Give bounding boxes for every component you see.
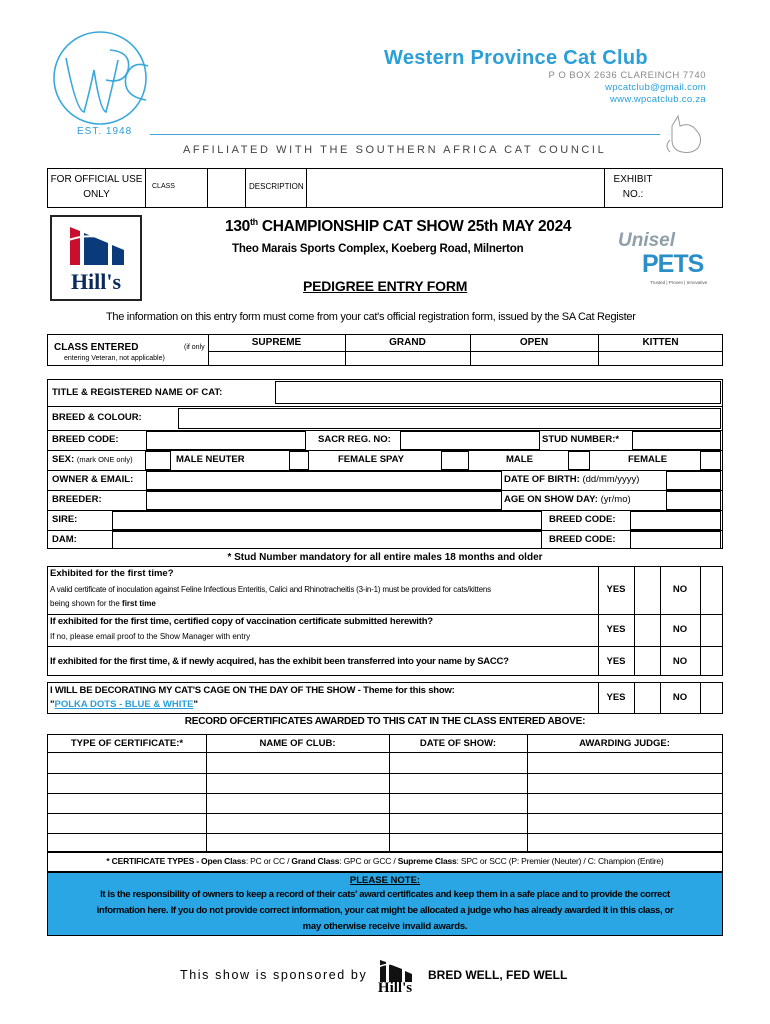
dam-label: DAM: xyxy=(52,534,77,545)
unisel-pets-logo: Unisel PETS Trusted | Proven | Innovative xyxy=(618,230,708,285)
title-name-label: TITLE & REGISTERED NAME OF CAT: xyxy=(52,387,223,398)
certificate-types-text: * CERTIFICATE TYPES - Open Class: PC or CC / Grand Class: GPC or GCC / Supreme Class: SPC or SCC (P: Premier (Neuter) / C: Champion (Entire) xyxy=(106,856,664,866)
male-label: MALE xyxy=(506,454,533,465)
q3-no[interactable]: NO xyxy=(672,656,688,667)
female-checkbox[interactable] xyxy=(700,451,721,470)
sire-breed-code-input[interactable] xyxy=(630,511,721,530)
show-venue: Theo Marais Sports Complex, Koeberg Road, Milnerton xyxy=(232,243,524,255)
col-club-name: NAME OF CLUB: xyxy=(259,738,336,749)
footer-tagline: BRED WELL, FED WELL xyxy=(428,968,568,982)
male-neuter-label: MALE NEUTER xyxy=(176,454,245,465)
col-certificate-type: TYPE OF CERTIFICATE:* xyxy=(70,738,184,749)
certificates-heading: RECORD OFCERTIFICATES AWARDED TO THIS CAT IN THE CLASS ENTERED ABOVE: xyxy=(184,716,586,727)
class-entered-note-a: (if only xyxy=(184,344,205,351)
header-divider xyxy=(150,134,660,135)
breed-colour-input[interactable] xyxy=(178,408,721,429)
q4-no[interactable]: NO xyxy=(672,692,688,703)
breed-code-input[interactable] xyxy=(146,431,306,450)
club-address: P O BOX 2636 CLAREINCH 7740 xyxy=(548,70,706,81)
female-spay-checkbox[interactable] xyxy=(441,451,469,470)
class-entered-label: CLASS ENTERED xyxy=(54,342,139,353)
owner-email-label: OWNER & EMAIL: xyxy=(52,474,134,485)
official-use-label: FOR OFFICIAL USE ONLY xyxy=(50,174,143,200)
male-neuter-checkbox[interactable] xyxy=(289,451,309,470)
footer-hills-logo: Hill's xyxy=(370,954,420,1000)
sacr-reg-label: SACR REG. NO: xyxy=(318,434,391,445)
dam-breed-code-input[interactable] xyxy=(630,531,721,549)
info-text: The information on this entry form must come from your cat's official registration form, issued by the SA Cat Register xyxy=(106,311,636,323)
q3-title: If exhibited for the first time, & if newly acquired, has the exhibit been transferred into your name by SACC? xyxy=(50,656,509,667)
stud-number-label: STUD NUMBER:* xyxy=(542,434,620,445)
q2-no[interactable]: NO xyxy=(672,624,688,635)
dob-label: DATE OF BIRTH: (dd/mm/yyyy) xyxy=(504,474,640,485)
cat-sketch-icon xyxy=(662,112,708,156)
sire-breed-code-label: BREED CODE: xyxy=(549,514,616,525)
q2-yes[interactable]: YES xyxy=(606,624,626,635)
sacr-reg-input[interactable] xyxy=(400,431,540,450)
dam-input[interactable] xyxy=(112,531,542,549)
dob-input[interactable] xyxy=(666,471,721,490)
q1-text-a: A valid certificate of inoculation against Feline Infectious Enteritis, Calici and Rhinotracheitis (3-in-1) must be provided for cats/kittens xyxy=(50,585,491,594)
class-option-kitten[interactable]: KITTEN xyxy=(642,337,679,348)
col-awarding-judge: AWARDING JUDGE: xyxy=(579,738,670,749)
club-name: Western Province Cat Club xyxy=(384,47,648,69)
breed-code-label: BREED CODE: xyxy=(52,434,119,445)
club-email[interactable]: wpcatclub@gmail.com xyxy=(605,82,706,93)
q4-yes[interactable]: YES xyxy=(606,692,626,703)
form-title: PEDIGREE ENTRY FORM xyxy=(303,278,468,294)
col-show-date: DATE OF SHOW: xyxy=(419,738,497,749)
class-option-supreme[interactable]: SUPREME xyxy=(251,337,302,348)
class-option-grand[interactable]: GRAND xyxy=(389,337,426,348)
official-description-label: DESCRIPTION xyxy=(249,182,304,191)
sex-spacer-box xyxy=(145,451,171,470)
established-year: EST. 1948 xyxy=(77,126,133,137)
q1-no[interactable]: NO xyxy=(672,584,688,595)
q4-theme: "POLKA DOTS - BLUE & WHITE" xyxy=(50,699,199,710)
breed-colour-label: BREED & COLOUR: xyxy=(52,412,142,423)
breeder-label: BREEDER: xyxy=(52,494,102,505)
class-entered-note-b: entering Veteran, not applicable) xyxy=(64,355,165,362)
q2-title: If exhibited for the first time, certified copy of vaccination certificate submitted herewith? xyxy=(50,616,433,627)
hills-logo-text: Hill's xyxy=(70,269,122,294)
sire-input[interactable] xyxy=(112,511,542,530)
exhibit-no-label: EXHIBIT NO.: xyxy=(613,174,653,200)
female-label: FEMALE xyxy=(628,454,668,465)
owner-email-input[interactable] xyxy=(146,471,502,490)
age-label: AGE ON SHOW DAY: (yr/mo) xyxy=(504,494,631,505)
age-input[interactable] xyxy=(666,491,721,510)
sex-label: SEX: (mark ONE only) xyxy=(52,454,133,465)
please-note-line2: information here. If you do not provide correct information, your cat might be allocated a judge who has already awarded it in this class, or xyxy=(96,905,674,916)
certificates-table xyxy=(47,734,723,852)
q4-title: I WILL BE DECORATING MY CAT'S CAGE ON THE DAY OF THE SHOW - Theme for this show: xyxy=(50,685,455,696)
q2-text: If no, please email proof to the Show Manager with entry xyxy=(50,632,251,641)
male-checkbox[interactable] xyxy=(568,451,590,470)
q1-text-b: being shown for the first time xyxy=(50,599,156,608)
q3-yes[interactable]: YES xyxy=(606,656,626,667)
dam-breed-code-label: BREED CODE: xyxy=(549,534,616,545)
please-note-line3: may otherwise receive invalid awards. xyxy=(302,921,468,932)
class-option-open[interactable]: OPEN xyxy=(519,337,549,348)
affiliation-line: AFFILIATED WITH THE SOUTHERN AFRICA CAT COUNCIL xyxy=(183,144,607,156)
q1-yes[interactable]: YES xyxy=(606,584,626,595)
please-note-line1: It is the responsibility of owners to keep a record of their cats' award certificates and keep them in a safe place and to provide the correct xyxy=(100,889,670,900)
hills-logo xyxy=(50,215,142,301)
title-name-input[interactable] xyxy=(275,381,721,404)
please-note-title: PLEASE NOTE: xyxy=(349,875,421,886)
sponsored-by-text: This show is sponsored by xyxy=(180,968,368,982)
club-website[interactable]: www.wpcatclub.co.za xyxy=(610,94,706,105)
official-class-label: CLASS xyxy=(152,183,175,190)
stud-number-input[interactable] xyxy=(632,431,721,450)
sire-label: SIRE: xyxy=(52,514,78,525)
female-spay-label: FEMALE SPAY xyxy=(338,454,404,465)
q1-title: Exhibited for the first time? xyxy=(50,568,174,579)
show-title: 130th CHAMPIONSHIP CAT SHOW 25th MAY 2024 xyxy=(225,217,572,236)
stud-footnote: * Stud Number mandatory for all entire males 18 months and older xyxy=(227,552,543,563)
breeder-input[interactable] xyxy=(146,491,502,510)
